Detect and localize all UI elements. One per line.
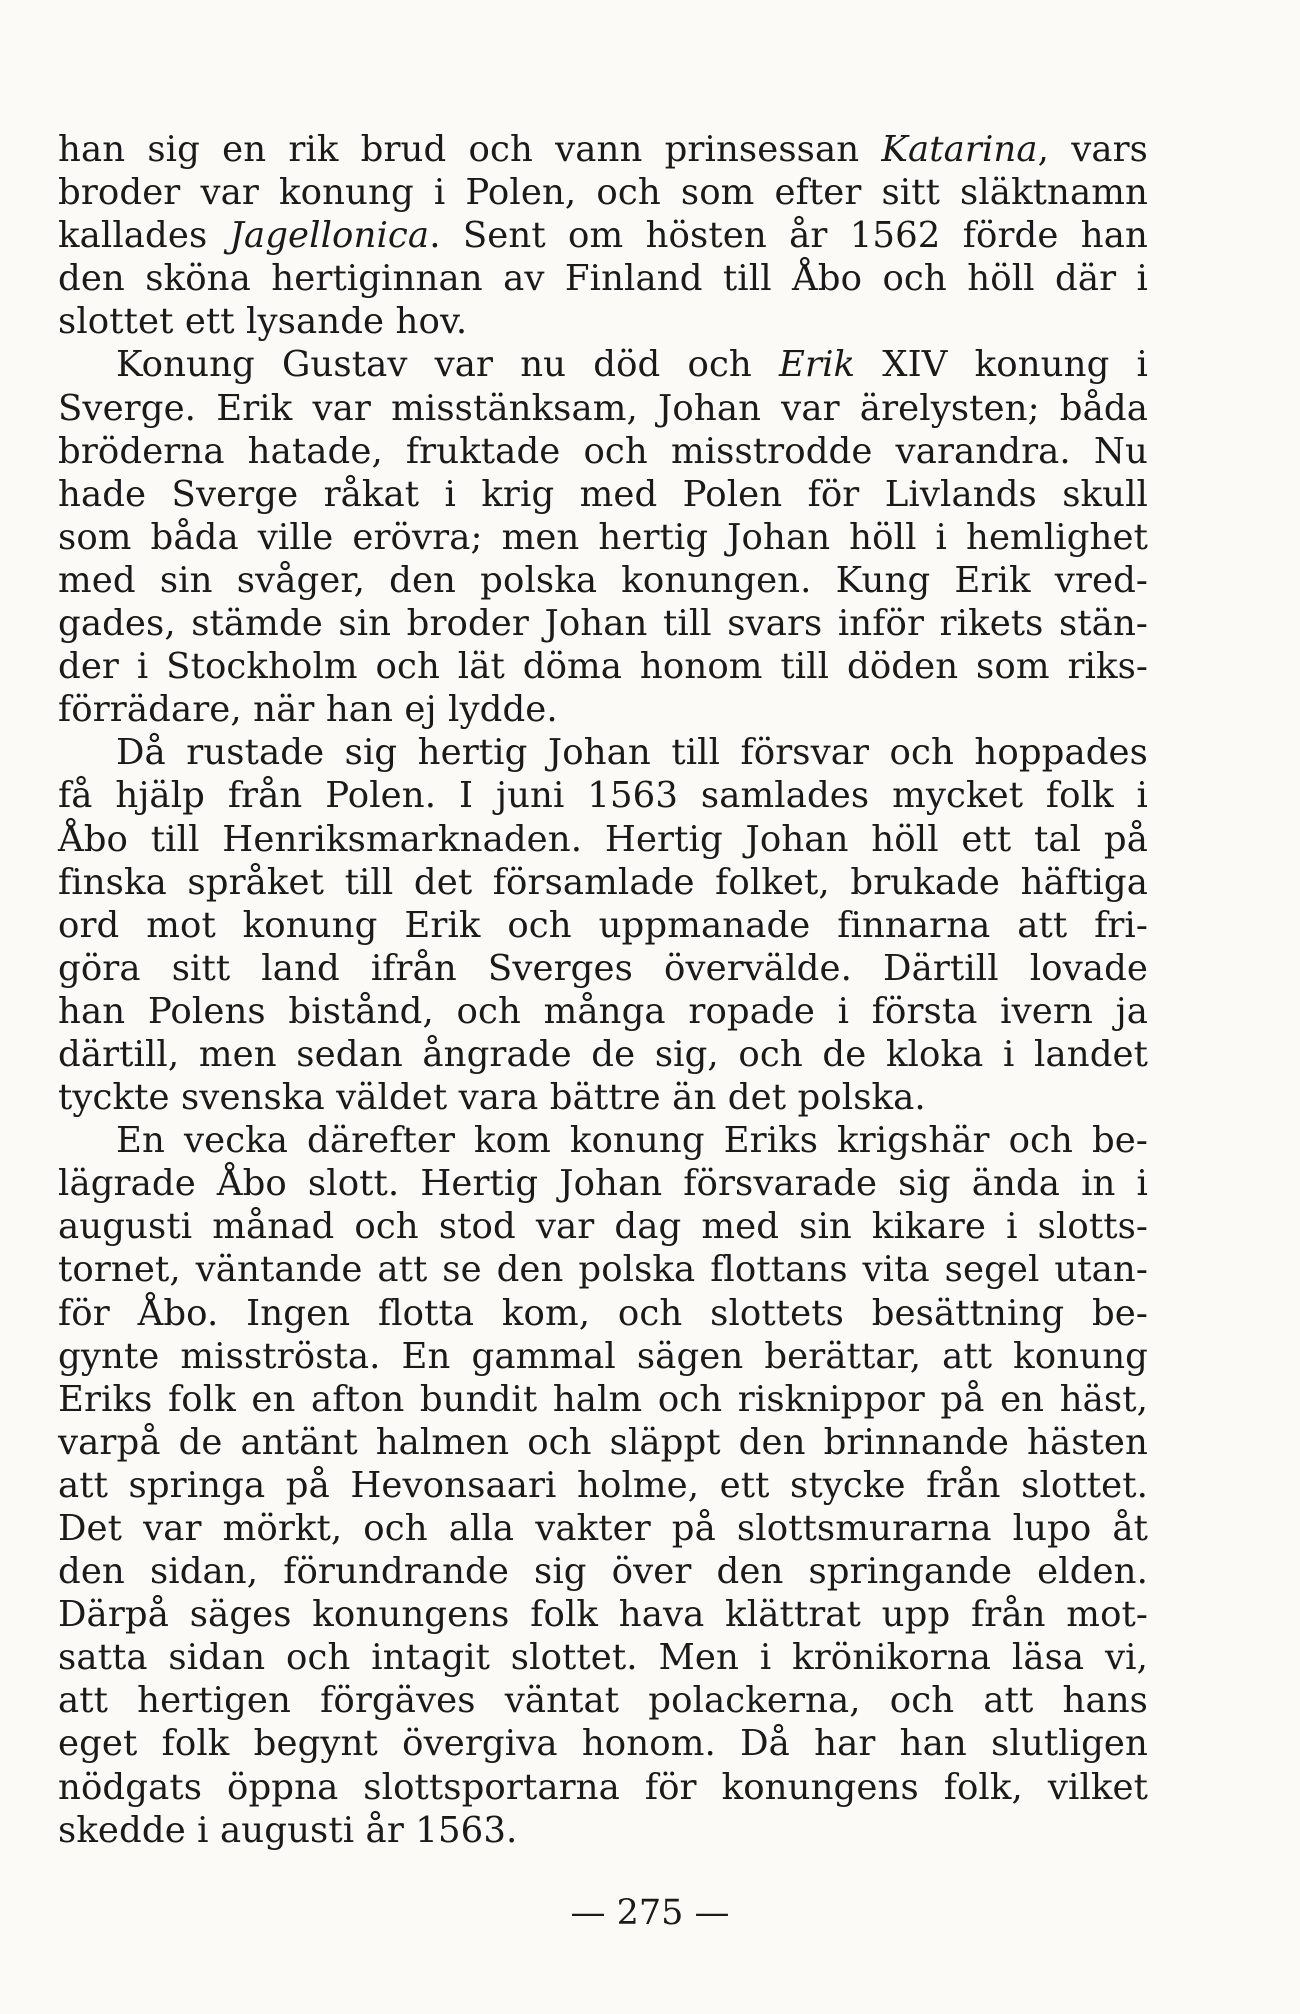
text-line: slottet ett lysande hov.: [58, 301, 468, 343]
text-line: skedde i augusti år 1563.: [58, 1809, 518, 1851]
text-line: han sig en rik brud och vann prinsessan Katarina, vars: [58, 129, 1148, 170]
body-text: [58, 128, 1148, 1852]
text-line: gynte misströsta. En gammal sägen berättar, att konung: [58, 1335, 1148, 1377]
text-line: augusti månad och stod var dag med sin kikare i slotts-: [58, 1206, 1148, 1248]
text-line: nödgats öppna slottsportarna för konungens folk, vilket: [58, 1766, 1148, 1808]
text-line: der i Stockholm och lät döma honom till döden som riks-: [58, 646, 1148, 688]
text-line: satta sidan och intagit slottet. Men i krönikorna läsa vi,: [58, 1637, 1148, 1679]
text-line: att springa på Hevonsaari holme, ett stycke från slottet.: [58, 1464, 1148, 1506]
text-line: bröderna hatade, fruktade och misstrodde varandra. Nu: [58, 430, 1148, 472]
text-line: göra sitt land ifrån Sverges övervälde. Därtill lovade: [58, 947, 1148, 989]
text-line: hade Sverge råkat i krig med Polen för Livlands skull: [58, 473, 1148, 515]
text-line: att hertigen förgäves väntat polackerna, och att hans: [58, 1680, 1148, 1722]
text-line: få hjälp från Polen. I juni 1563 samlades mycket folk i: [58, 775, 1148, 817]
text-line: Åbo till Henriksmarknaden. Hertig Johan höll ett tal på: [58, 818, 1148, 860]
text-line: Det var mörkt, och alla vakter på slottsmurarna lupo åt: [58, 1508, 1148, 1549]
text-line: därtill, men sedan ångrade de sig, och de kloka i landet: [58, 1033, 1148, 1075]
page-number: — 275 —: [570, 1893, 730, 1933]
text-line: kallades Jagellonica. Sent om hösten år 1562 förde han: [58, 215, 1148, 257]
text-line: varpå de antänt halmen och släppt den brinnande hästen: [58, 1421, 1148, 1463]
text-line: ord mot konung Erik och uppmanade finnarna att fri-: [58, 904, 1148, 946]
text-line: för Åbo. Ingen flotta kom, och slottets besättning be-: [58, 1292, 1148, 1334]
text-line: den sköna hertiginnan av Finland till Åbo och höll där i: [58, 258, 1148, 300]
text-line: Konung Gustav var nu död och Erik XIV konung i: [116, 344, 1148, 386]
text-line: En vecka därefter kom konung Eriks krigshär och be-: [116, 1120, 1148, 1162]
text-line: Då rustade sig hertig Johan till försvar och hoppades: [116, 732, 1148, 774]
text-line: som båda ville erövra; men hertig Johan höll i hemlighet: [58, 516, 1148, 558]
text-line: finska språket till det församlade folket, brukade häftiga: [58, 861, 1148, 903]
text-line: tyckte svenska väldet vara bättre än det polska.: [58, 1077, 926, 1119]
text-line: gades, stämde sin broder Johan till svars inför rikets stän-: [58, 603, 1148, 645]
text-line: förrädare, när han ej lydde.: [58, 689, 558, 731]
text-line: broder var konung i Polen, och som efter sitt släktnamn: [58, 172, 1148, 214]
text-line: med sin svåger, den polska konungen. Kung Erik vred-: [58, 559, 1148, 601]
text-line: eget folk begynt övergiva honom. Då har han slutligen: [58, 1723, 1148, 1765]
text-line: den sidan, förundrande sig över den springande elden.: [58, 1551, 1148, 1593]
text-line: lägrade Åbo slott. Hertig Johan försvarade sig ända in i: [58, 1163, 1148, 1205]
text-line: Eriks folk en afton bundit halm och risknippor på en häst,: [58, 1378, 1148, 1420]
text-line: Sverge. Erik var misstänksam, Johan var ärelysten; båda: [58, 387, 1148, 429]
text-line: han Polens bistånd, och många ropade i första ivern ja: [58, 990, 1148, 1032]
text-line: tornet, väntande att se den polska flottans vita segel utan-: [58, 1249, 1148, 1291]
text-line: Därpå säges konungens folk hava klättrat upp från mot-: [58, 1594, 1148, 1636]
